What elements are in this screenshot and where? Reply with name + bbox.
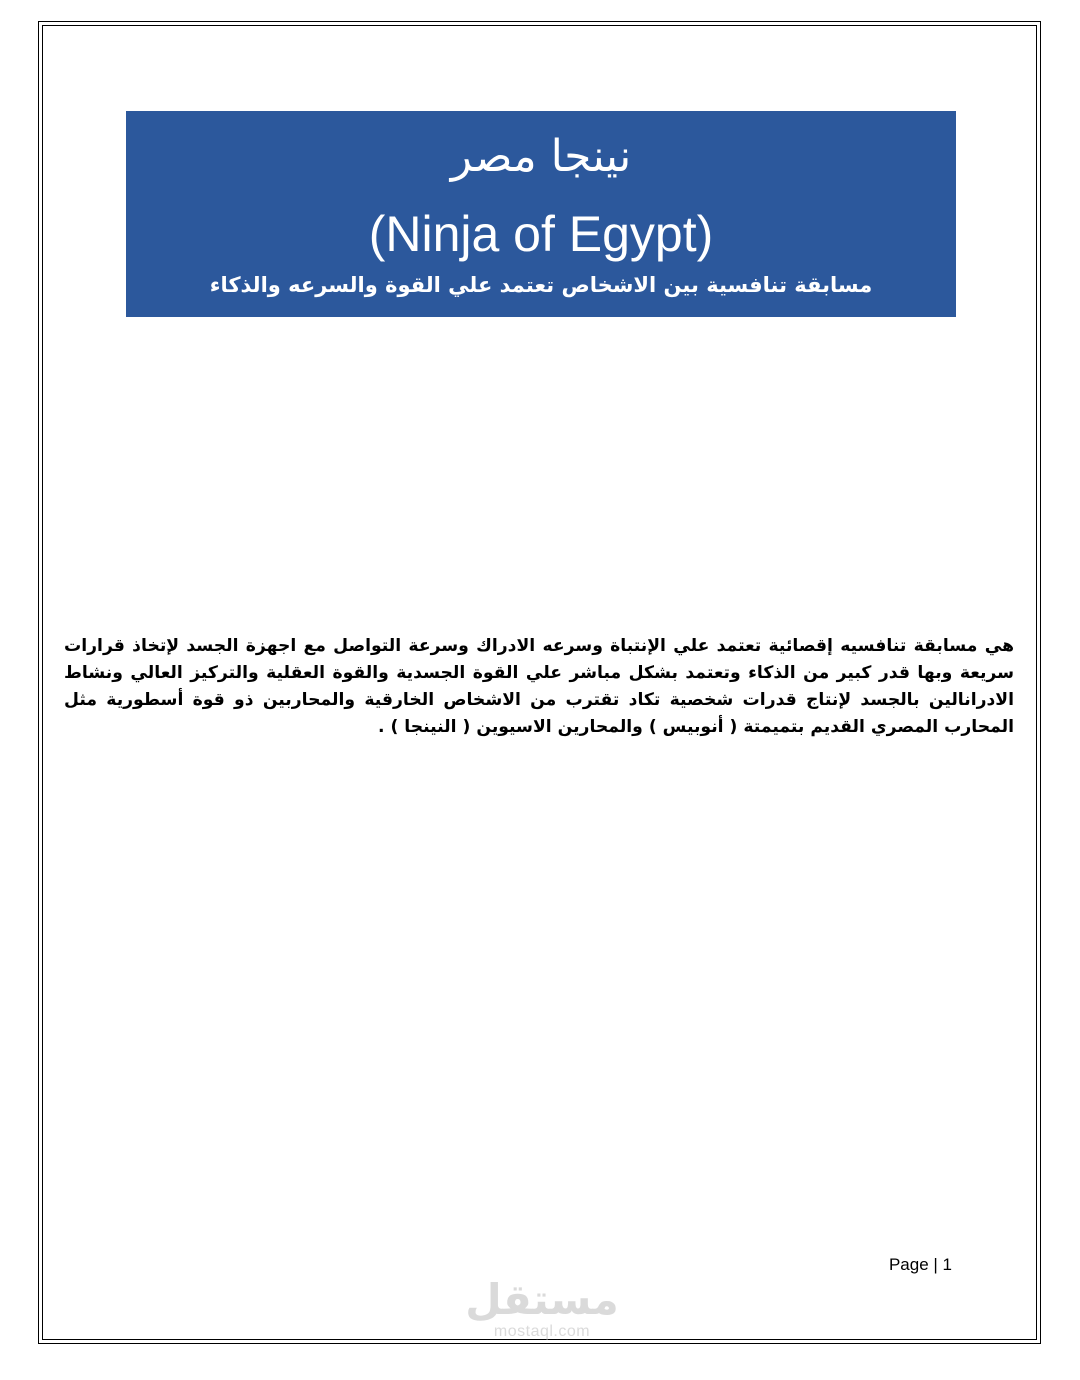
watermark-url: mostaql.com xyxy=(493,1323,591,1340)
intro-paragraph: هي مسابقة تنافسيه إقصائية تعتمد علي الإنتباة وسرعه الادراك وسرعة التواصل مع اجهزة الجسد لإتخاذ قرارات سريعة وبها قدر كبير من الذكاء وتعتمد بشكل مباشر علي القوة الجسدية والقوة العقلية والتركيز العالي ونشاط الادرانالين بالجسد لإنتاج قدرات شخصية تكاد تقترب من الاشخاص الخارقية والمحاربين ذو قوة أسطورية مثل المحارب المصري القديم بتميمتة ( أنوبيس ) والمحارين الاسيوين ( النينجا ) . xyxy=(64,636,1014,737)
title-english: (Ninja of Egypt) xyxy=(368,206,714,262)
title-banner xyxy=(126,111,956,317)
page-number: Page | 1 xyxy=(888,1255,952,1274)
mostaql-watermark xyxy=(462,1276,622,1340)
watermark-logo-text: مستقل xyxy=(465,1275,619,1324)
title-arabic: نينجا مصر xyxy=(450,131,632,182)
subtitle: مسابقة تنافسية بين الاشخاص تعتمد علي القوة والسرعه والذكاء xyxy=(209,273,873,297)
